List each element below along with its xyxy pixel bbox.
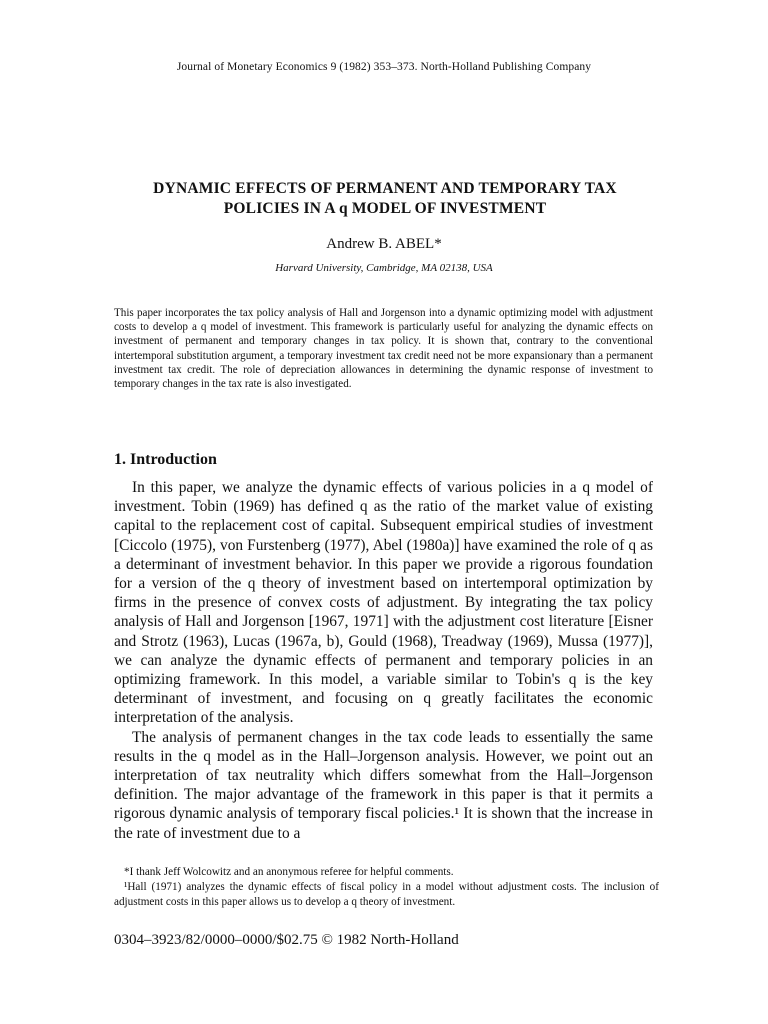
title-line-2: POLICIES IN A q MODEL OF INVESTMENT — [223, 200, 547, 217]
copyright-footer: 0304–3923/82/0000–0000/$02.75 © 1982 North-Holland — [114, 932, 459, 948]
author-name: Andrew B. ABEL* — [326, 236, 442, 252]
footnote-1: ¹Hall (1971) analyzes the dynamic effects of fiscal policy in a model without adjustment costs. The inclusion of adjustment costs in this paper allows us to develop a q theory of investment. — [114, 881, 659, 908]
paper-title — [90, 179, 680, 219]
footnotes — [114, 865, 659, 910]
abstract: This paper incorporates the tax policy analysis of Hall and Jorgenson into a dynamic optimizing model with adjustment costs to develop a q model of investment. This framework is particularly useful for analyzing the dynamic effects on investment of permanent and temporary changes in tax policy. It is shown that, contrary to the conventional intertemporal substitution argument, a temporary investment tax credit need not be more expansionary than a permanent investment tax credit. The role of depreciation allowances in determining the dynamic response of investment to temporary changes in the tax rate is also investigated. — [114, 307, 653, 391]
paragraph: The analysis of permanent changes in the tax code leads to essentially the same results in the q model as in the Hall–Jorgenson analysis. However, we point out an interpretation of tax neutrality which differs somewhat from the Hall–Jorgenson definition. The major advantage of the framework in this paper is that it permits a rigorous dynamic analysis of temporary fiscal policies.¹ It is shown that the increase in the rate of investment due to a — [114, 728, 653, 842]
journal-header: Journal of Monetary Economics 9 (1982) 353–373. North-Holland Publishing Company — [176, 61, 592, 73]
section-heading: 1. Introduction — [114, 451, 217, 468]
title-line-1: DYNAMIC EFFECTS OF PERMANENT AND TEMPORARY TAX — [153, 180, 617, 197]
body-text — [114, 478, 653, 843]
footnote-acknowledgement: *I thank Jeff Wolcowitz and an anonymous referee for helpful comments. — [124, 866, 454, 878]
paragraph: In this paper, we analyze the dynamic effects of various policies in a q model of investment. Tobin (1969) has defined q as the ratio of the market value of existing capital to the replacement cost of capital. Subsequent empirical studies of investment [Ciccolo (1975), von Furstenberg (1977), Abel (1980a)] have examined the role of q as a determinant of investment behavior. In this paper we provide a rigorous foundation for a version of the q theory of investment based on intertemporal optimization by firms in the presence of convex costs of adjustment. By integrating the tax policy analysis of Hall and Jorgenson [1967, 1971] with the adjustment cost literature [Eisner and Strotz (1963), Lucas (1967a, b), Gould (1968), Treadway (1969), Mussa (1977)], we can analyze the dynamic effects of permanent and temporary policies in an optimizing framework. In this model, a variable similar to Tobin's q is the key determinant of investment, and focusing on q greatly facilitates the economic interpretation of the analysis. — [114, 479, 653, 727]
author-affiliation: Harvard University, Cambridge, MA 02138, USA — [275, 262, 493, 274]
